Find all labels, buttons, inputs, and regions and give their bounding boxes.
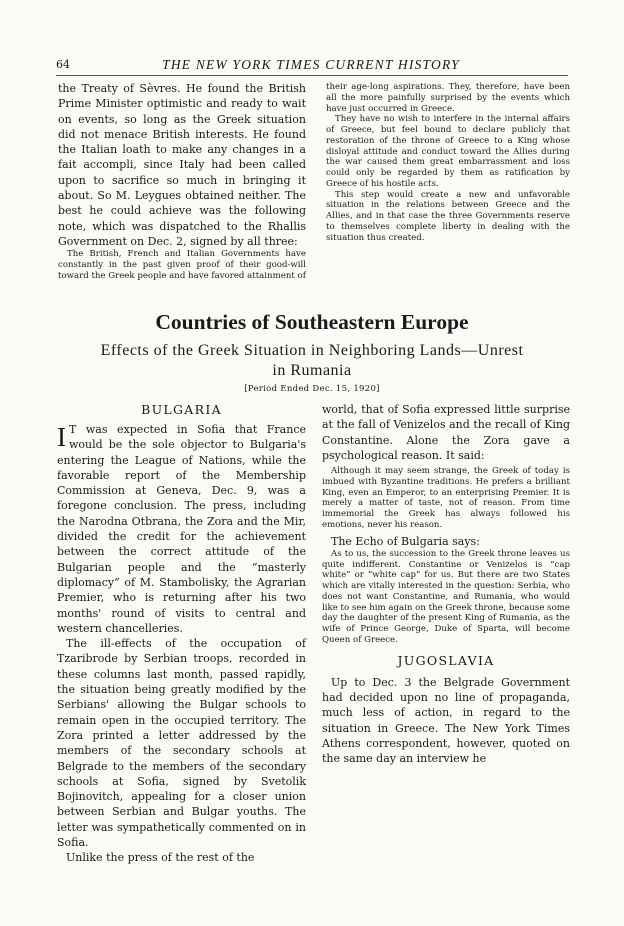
running-title: THE NEW YORK TIMES CURRENT HISTORY [162, 57, 460, 72]
period-line: [Period Ended Dec. 15, 1920] [244, 384, 380, 394]
page-number: 64 [56, 58, 70, 71]
top-left-paragraph: the Treaty of Sèvres. He found the British Prime Minister optimistic and ready to wait on events, so long as the Greek situation did not menace British interests. He found the Italian loath to make any changes in a fait accompli, since Italy had been called upon to sacrifice so much in bringing it about. So M. Leygues obtained neither. The best he could achieve was the following note, which was dispatched to the Rhallis Government on Dec. 2, signed by all three: [58, 82, 306, 248]
article-subtitle [40, 341, 584, 381]
echo-quote: As to us, the succession to the Greek throne leaves us quite indifferent. Constantine or Venizelos is “cap white” or “white cap” for us. But there are two States which are vitally interested in the question: Serbia, who does not want Constantine, and Rumania, who would like to see him again on the Greek throne, because some day the daughter of the present King of Rumania, as the wife of Prince George, Duke of Sparta, will become Queen of Greece. [322, 548, 570, 645]
echo-intro: The Echo of Bulgaria says: [331, 534, 480, 548]
note-quote-2: They have no wish to interfere in the internal affairs of Greece, but feel bound to declare publicly that restoration of the throne of Greece to a King whose disloyal attitude and conduct toward the Allies during the war caused them great embarrassment and loss could only be regarded by them as ratification by Greece of his hostile acts. [326, 114, 570, 189]
top-left-column [58, 81, 306, 282]
bulgaria-heading: BULGARIA [141, 402, 222, 417]
note-quote-3: This step would create a new and unfavorable situation in the relations between Greece and the Allies, and in that case the three Governments reserve to themselves complete liberty in dealing with the situation thus created. [326, 189, 570, 243]
bulgaria-column [57, 402, 306, 866]
bulgaria-paragraph-2: The ill-effects of the occupation of Tzaribrode by Serbian troops, recorded in these columns last month, passed rapidly, the situation being greatly modified by the Serbians' allowing the Bulgar schools to remain open in the occupied territory. The Zora printed a letter addressed by the members of the secondary schools at Belgrade to the members of the secondary schools at Sofia, signed by Svetolik Bojinovitch, appealing for a closer union between Serbian and Bulgar youths. The letter was sympathetically commented on in Sofia. [57, 637, 306, 850]
header-rule [56, 75, 568, 76]
bulgaria-paragraph-3: Unlike the press of the rest of the [66, 851, 255, 865]
bulgaria-paragraph-1: T was expected in Sofia that France would be the sole objector to Bulgaria's entering the League of Nations, while the favorable report of the Membership Commission at Geneva, Dec. 9, was a foregone conclusion. The press, including the Narodna Otbrana, the Zora and the Mir, divided the credit for the achievement between the correct attitude of the Bulgarian people and the “masterly diplomacy” of M. Stambolisky, the Agrarian Premier, who is returning after his two months' round of visits to central and western chancelleries. [57, 423, 306, 635]
jugoslavia-heading: JUGOSLAVIA [397, 652, 495, 668]
drop-cap: I [57, 422, 66, 452]
note-quote-1: their age-long aspirations. They, therefore, have been all the more painfully surprised by the events which have just occurred in Greece. [326, 82, 570, 114]
right-column [322, 402, 570, 767]
subtitle-line-2: in Rumania [272, 362, 352, 379]
top-right-column [326, 82, 570, 243]
zora-paragraph: world, that of Sofia expressed little surprise at the fall of Venizelos and the recall of King Constantine. Alone the Zora gave a psychological reason. It said: [322, 403, 570, 462]
subtitle-line-1: Effects of the Greek Situation in Neighboring Lands—Unrest [100, 342, 524, 359]
article-title: Countries of Southeastern Europe [155, 310, 469, 334]
zora-quote: Although it may seem strange, the Greek of today is imbued with Byzantine traditions. He prefers a brilliant King, even an Emperor, to an enterprising Premier. It is merely a matter of taste, not of reason. From time immemorial the Greek has always followed his emotions, never his reason. [322, 466, 570, 530]
running-header [56, 58, 566, 76]
jugoslavia-paragraph: Up to Dec. 3 the Belgrade Government had decided upon no line of propaganda, much less of action, in regard to the situation in Greece. The New York Times Athens correspondent, however, quoted on the same day an interview he [322, 675, 570, 766]
note-quote-start: The British, French and Italian Governments have constantly in the past given proof of their good-will toward the Greek people and have favored attainment of [58, 249, 306, 281]
